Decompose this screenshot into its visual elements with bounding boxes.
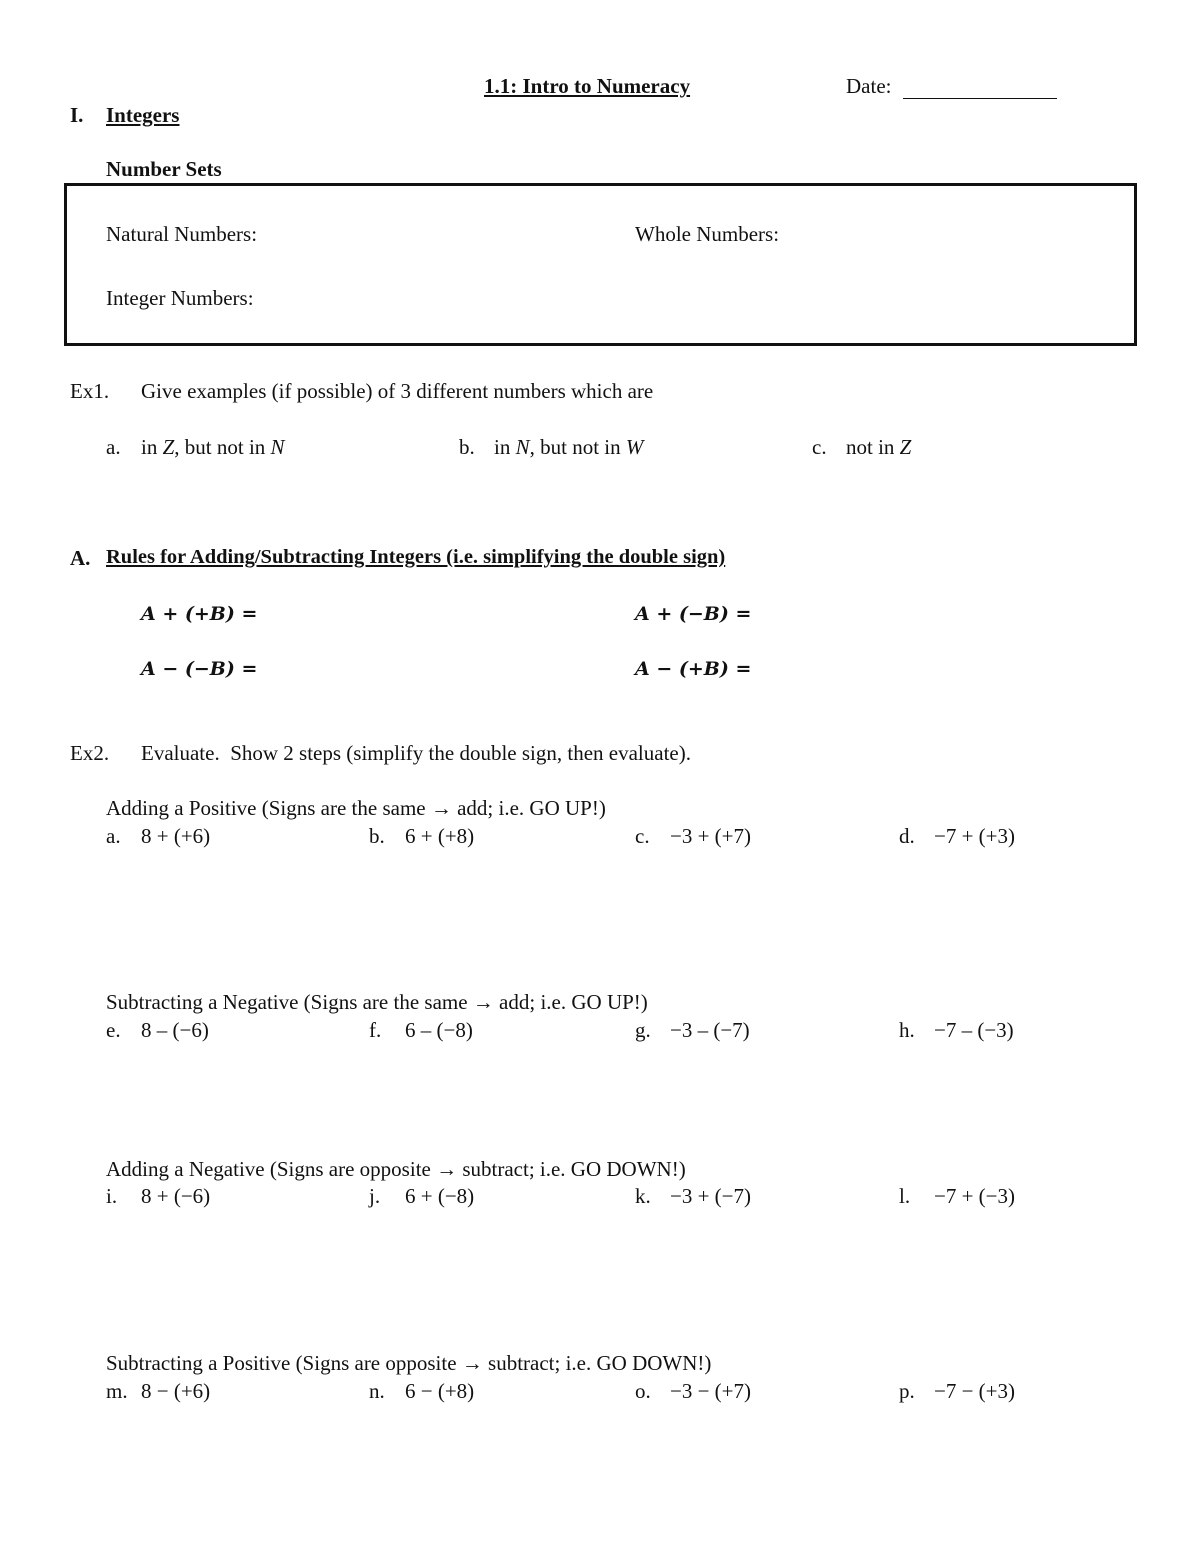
natural-numbers-label: Natural Numbers: [106, 222, 258, 246]
group-title: Adding a Negative (Signs are opposite → subtract; i.e. GO DOWN!) [106, 1157, 686, 1181]
problem-expression: 8 – (−6) [141, 1018, 209, 1042]
problem-letter: e. [106, 1018, 121, 1042]
rule-add-negative: A + (−B) = [635, 603, 752, 625]
group-title: Adding a Positive (Signs are the same → add; i.e. GO UP!) [106, 796, 606, 820]
problem-expression: −3 + (−7) [670, 1184, 752, 1208]
ex1-item-letter: c. [812, 435, 827, 459]
problem-expression: 6 – (−8) [405, 1018, 473, 1042]
rules-heading: Rules for Adding/Subtracting Integers (i.e. simplifying the double sign) [106, 546, 726, 568]
problem-expression: 6 − (+8) [405, 1379, 475, 1403]
ex1-item-letter: b. [459, 435, 475, 459]
ex1-item-letter: a. [106, 435, 121, 459]
ex1-item-a: in Z, but not in N [141, 435, 285, 459]
problem-expression: 8 + (−6) [141, 1184, 211, 1208]
problem-letter: n. [369, 1379, 385, 1403]
problem-expression: −3 – (−7) [670, 1018, 750, 1042]
problem-letter: l. [899, 1184, 911, 1208]
problem-letter: g. [635, 1018, 651, 1042]
problem-expression: 8 + (+6) [141, 824, 211, 848]
ex1-label: Ex1. [70, 379, 110, 403]
problem-expression: 6 + (+8) [405, 824, 475, 848]
section-numeral: I. [70, 103, 84, 127]
problem-expression: −3 − (+7) [670, 1379, 752, 1403]
problem-letter: f. [369, 1018, 382, 1042]
ex1-prompt: Give examples (if possible) of 3 different numbers which are [141, 379, 654, 403]
problem-letter: d. [899, 824, 915, 848]
problem-letter: p. [899, 1379, 915, 1403]
number-sets-box [64, 183, 1137, 346]
whole-numbers-label: Whole Numbers: [635, 222, 780, 246]
problem-letter: b. [369, 824, 385, 848]
ex2-prompt: Evaluate. Show 2 steps (simplify the double sign, then evaluate). [141, 741, 691, 765]
ex2-label: Ex2. [70, 741, 110, 765]
problem-letter: c. [635, 824, 650, 848]
problem-letter: i. [106, 1184, 118, 1208]
section-heading-integers: Integers [106, 103, 180, 127]
page-title: 1.1: Intro to Numeracy [484, 74, 691, 98]
problem-letter: a. [106, 824, 121, 848]
problem-expression: −7 + (−3) [934, 1184, 1016, 1208]
integer-numbers-label: Integer Numbers: [106, 286, 254, 310]
section-letter-a: A. [70, 546, 91, 570]
problem-expression: −7 − (+3) [934, 1379, 1016, 1403]
problem-expression: 8 − (+6) [141, 1379, 211, 1403]
problem-expression: 6 + (−8) [405, 1184, 475, 1208]
group-title: Subtracting a Positive (Signs are opposite → subtract; i.e. GO DOWN!) [106, 1351, 712, 1375]
group-title: Subtracting a Negative (Signs are the same → add; i.e. GO UP!) [106, 990, 648, 1014]
problem-letter: j. [369, 1184, 381, 1208]
ex1-item-b: in N, but not in W [494, 435, 644, 459]
ex1-item-c: not in Z [846, 435, 912, 459]
problem-expression: −3 + (+7) [670, 824, 752, 848]
problem-letter: m. [106, 1379, 128, 1403]
problem-letter: h. [899, 1018, 915, 1042]
rule-subtract-negative: A − (−B) = [141, 658, 258, 680]
date-blank-line [903, 98, 1057, 99]
date-label: Date: [846, 74, 892, 98]
rule-subtract-positive: A − (+B) = [635, 658, 752, 680]
problem-expression: −7 – (−3) [934, 1018, 1014, 1042]
problem-letter: o. [635, 1379, 651, 1403]
problem-letter: k. [635, 1184, 651, 1208]
number-sets-heading: Number Sets [106, 157, 222, 181]
problem-expression: −7 + (+3) [934, 824, 1016, 848]
rule-add-positive: A + (+B) = [141, 603, 258, 625]
